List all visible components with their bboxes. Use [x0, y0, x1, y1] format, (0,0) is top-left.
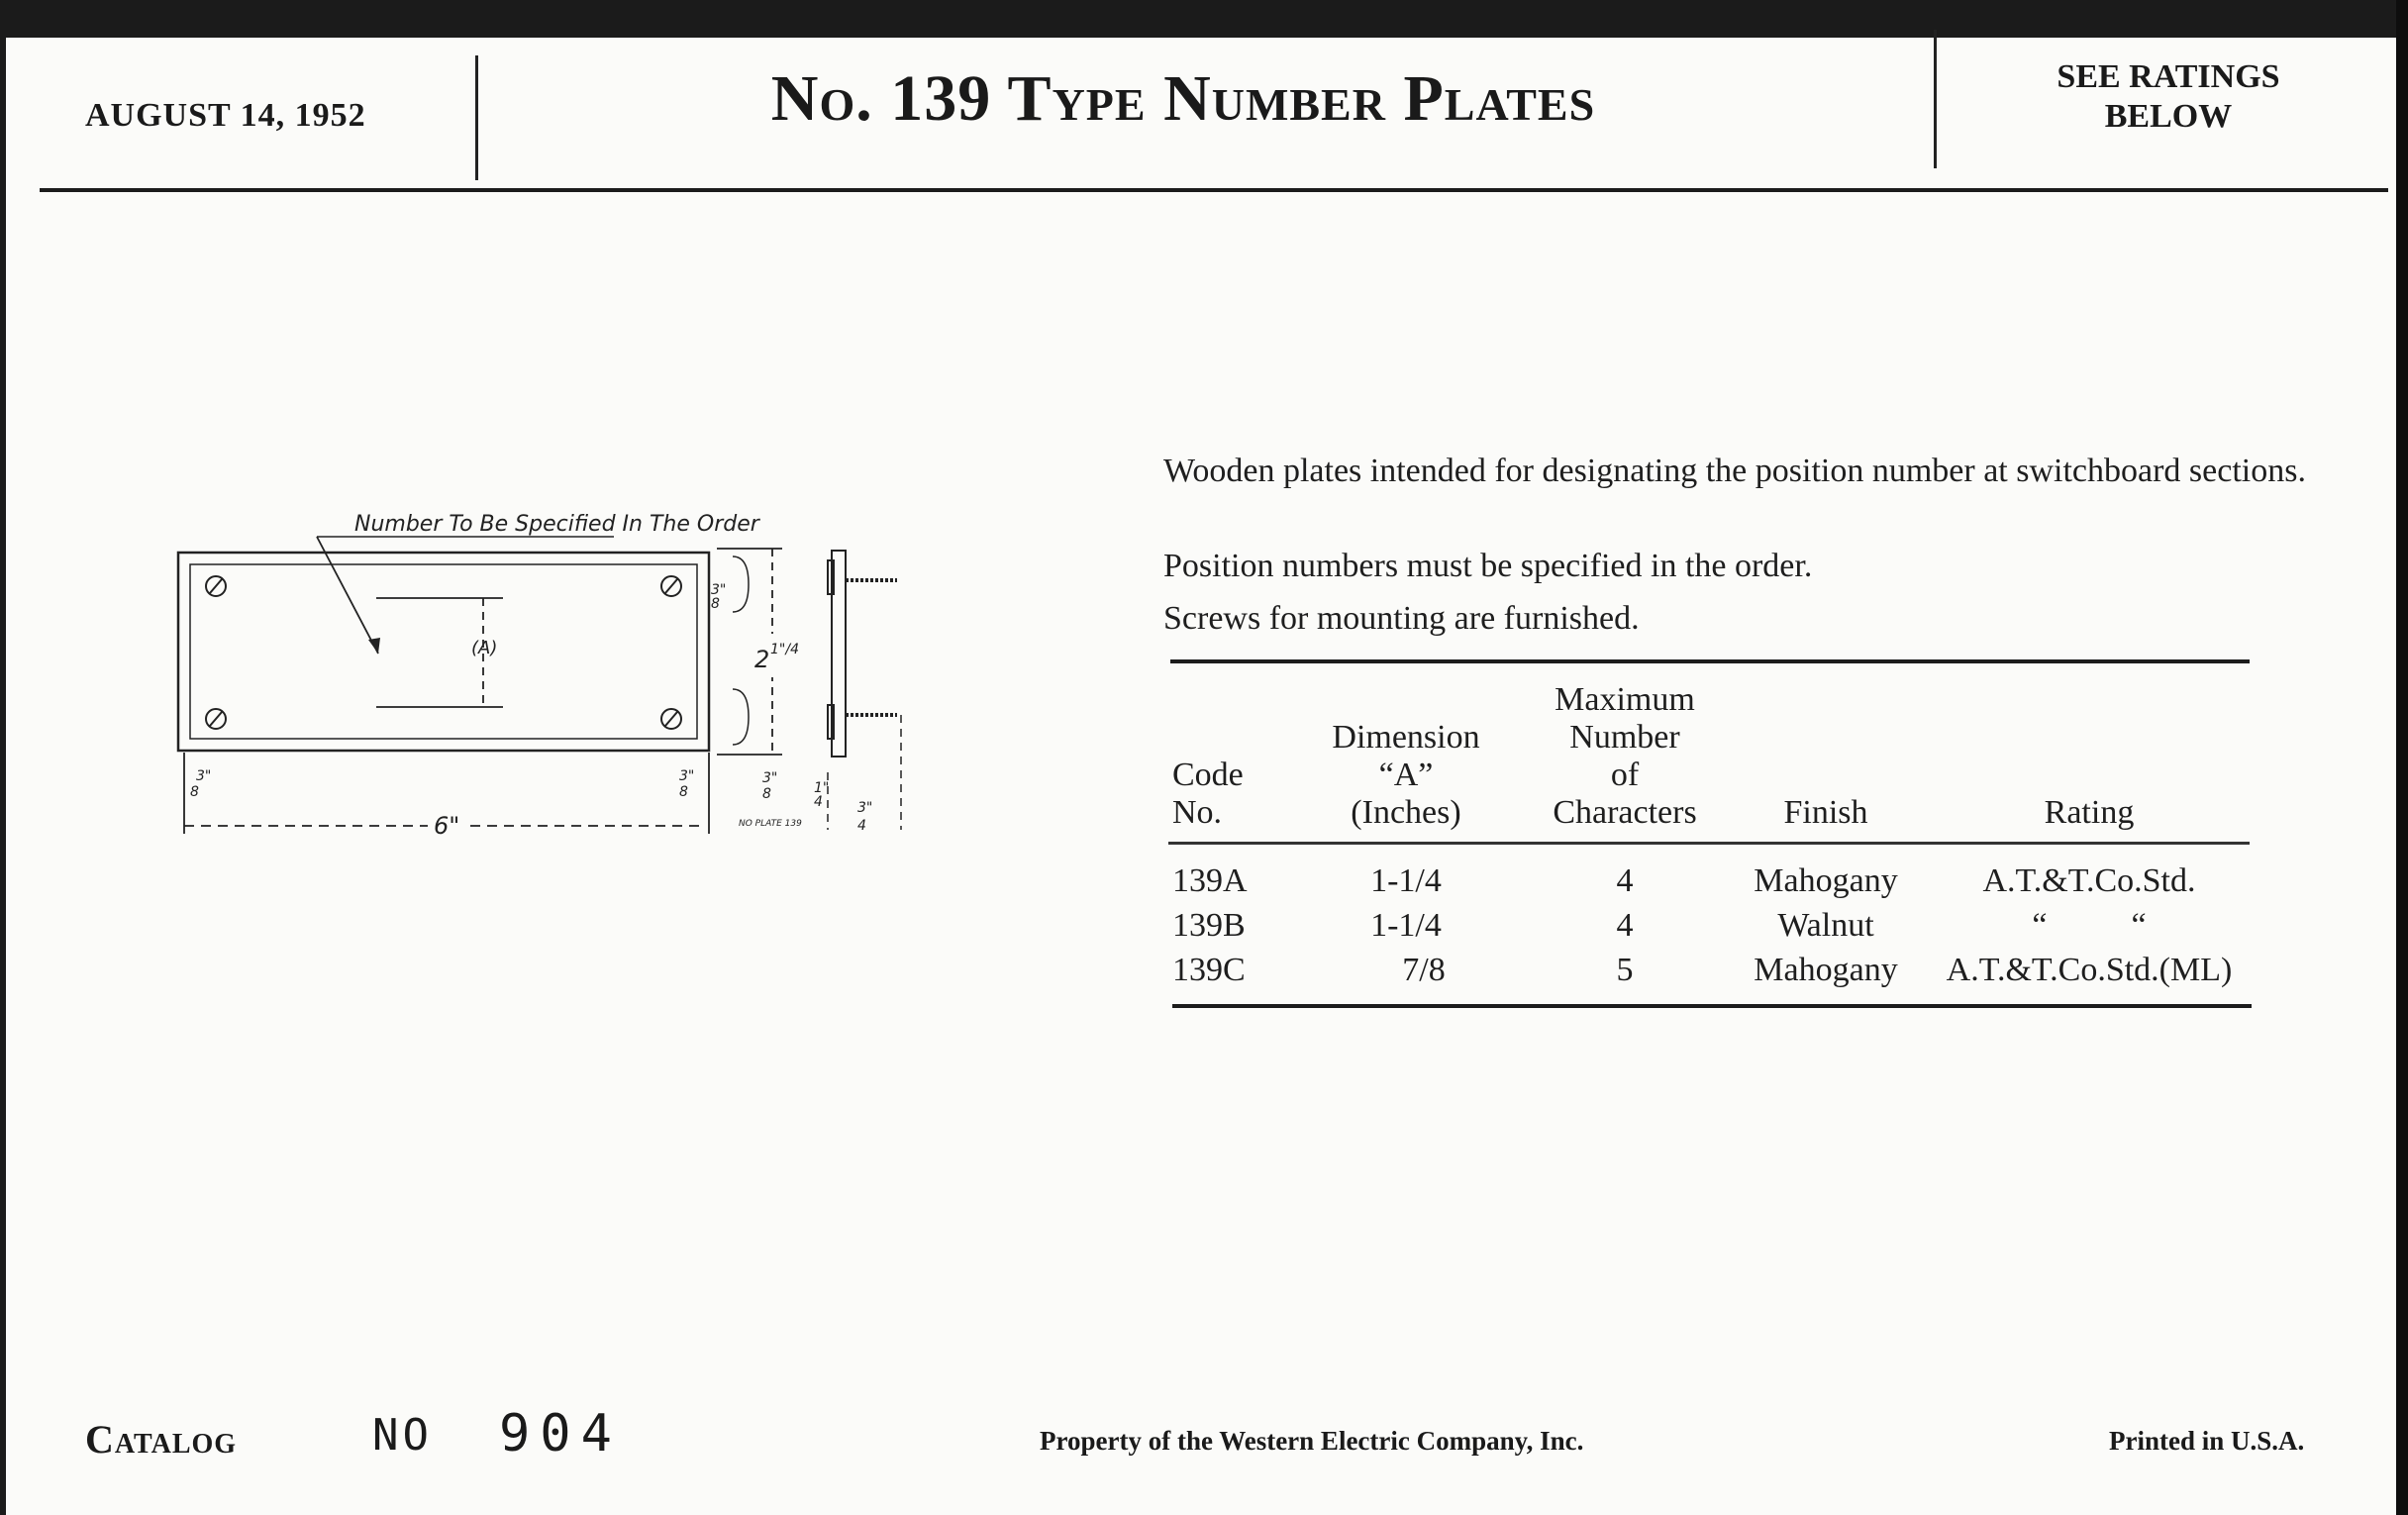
thickness-label: 1" — [814, 780, 830, 796]
cell-rating: A.T.&T.Co.Std. — [1982, 862, 2196, 899]
description-line-2: Position numbers must be specified in the order. — [1163, 548, 1813, 584]
cell-dimension: 1-1/4 — [1370, 907, 1442, 944]
header-divider-right — [1934, 30, 1937, 168]
height-label-whole: 2 — [754, 646, 770, 673]
table-row — [1168, 948, 2250, 992]
page-edge — [2396, 0, 2408, 1515]
cell-dimension: 7/8 — [1402, 952, 1446, 988]
description-line-3: Screws for mounting are furnished. — [1163, 600, 1640, 637]
cell-code: 139B — [1172, 907, 1246, 944]
catalog-number: 904 — [499, 1404, 622, 1464]
margin-label-right: 3" — [679, 768, 695, 784]
margin-label-bottom-den: 8 — [190, 784, 199, 800]
description-line-1: Wooden plates intended for designating the position number at switchboard sections. — [1163, 453, 2306, 489]
cell-dimension: 1-1/4 — [1370, 862, 1442, 899]
cell-code: 139C — [1172, 952, 1246, 988]
depth-label-den: 4 — [857, 818, 866, 834]
cell-characters: 5 — [1616, 952, 1634, 988]
ratings-note — [1941, 57, 2396, 137]
header-maximum-line1: Maximum — [1555, 681, 1695, 718]
catalog-no-label: NO — [372, 1410, 433, 1461]
table-row — [1168, 903, 2250, 948]
ratings-table — [1168, 681, 2250, 992]
callout-leader — [317, 537, 378, 654]
cell-characters: 4 — [1616, 907, 1634, 944]
cell-characters: 4 — [1616, 862, 1634, 899]
table-header-row — [1168, 681, 2250, 844]
screw-holes — [206, 576, 681, 729]
table-top-rule — [1170, 659, 2250, 663]
table-bottom-rule — [1172, 1004, 2252, 1008]
margin-label-side: 3" — [762, 770, 778, 786]
header-maximum-line4: Characters — [1553, 794, 1697, 831]
page-title: No. 139 Type Number Plates — [770, 62, 1596, 135]
thickness-label-den: 4 — [814, 794, 823, 810]
ratings-note-line2: BELOW — [2104, 98, 2233, 135]
plate-note: NO PLATE 139 — [739, 819, 802, 829]
plate-outline — [178, 553, 709, 751]
cell-finish: Mahogany — [1754, 862, 1898, 899]
height-label-fraction: 1"/4 — [770, 642, 799, 657]
callout-arrowhead — [368, 638, 380, 654]
plate-drawing — [149, 495, 921, 852]
header-code-line2: No. — [1172, 794, 1223, 831]
header-dimension-line3: (Inches) — [1351, 794, 1461, 831]
margin-label-top: 3" — [711, 582, 727, 598]
margin-brackets — [733, 556, 749, 745]
issue-date: AUGUST 14, 1952 — [85, 97, 366, 134]
callout-label: Number To Be Specified In The Order — [354, 512, 759, 537]
header-finish: Finish — [1783, 794, 1868, 831]
property-notice: Property of the Western Electric Company, Inc. — [1040, 1426, 1584, 1456]
cell-code: 139A — [1172, 862, 1248, 899]
header-code-line1: Code — [1172, 757, 1244, 793]
dimension-a-label: (A) — [471, 638, 498, 658]
header-maximum-line2: Number — [1569, 719, 1680, 756]
side-view — [828, 551, 901, 830]
margin-label-top-den: 8 — [711, 596, 720, 612]
margin-label-side-den: 8 — [762, 786, 771, 802]
header-code — [1168, 681, 1285, 844]
printed-notice: Printed in U.S.A. — [2109, 1426, 2305, 1456]
header-dimension-line1: Dimension — [1332, 719, 1480, 756]
cell-finish: Walnut — [1777, 907, 1874, 944]
depth-label: 3" — [857, 800, 873, 816]
width-label: 6" — [434, 812, 460, 840]
margin-label-right-den: 8 — [679, 784, 688, 800]
header-maximum-line3: of — [1610, 757, 1640, 793]
header-dimension — [1285, 681, 1527, 844]
cell-rating: “ “ — [2032, 907, 2147, 944]
header-maximum — [1527, 681, 1723, 844]
catalog-label: Catalog — [85, 1417, 238, 1462]
cell-rating: A.T.&T.Co.Std.(ML) — [1946, 952, 2233, 988]
margin-label-bottom: 3" — [196, 768, 212, 784]
header-dimension-line2: “A” — [1378, 757, 1434, 793]
header-rule — [40, 188, 2388, 192]
ratings-note-line1: SEE RATINGS — [2057, 58, 2280, 95]
cell-finish: Mahogany — [1754, 952, 1898, 988]
header-rating: Rating — [2044, 794, 2135, 831]
table-row — [1168, 858, 2250, 903]
